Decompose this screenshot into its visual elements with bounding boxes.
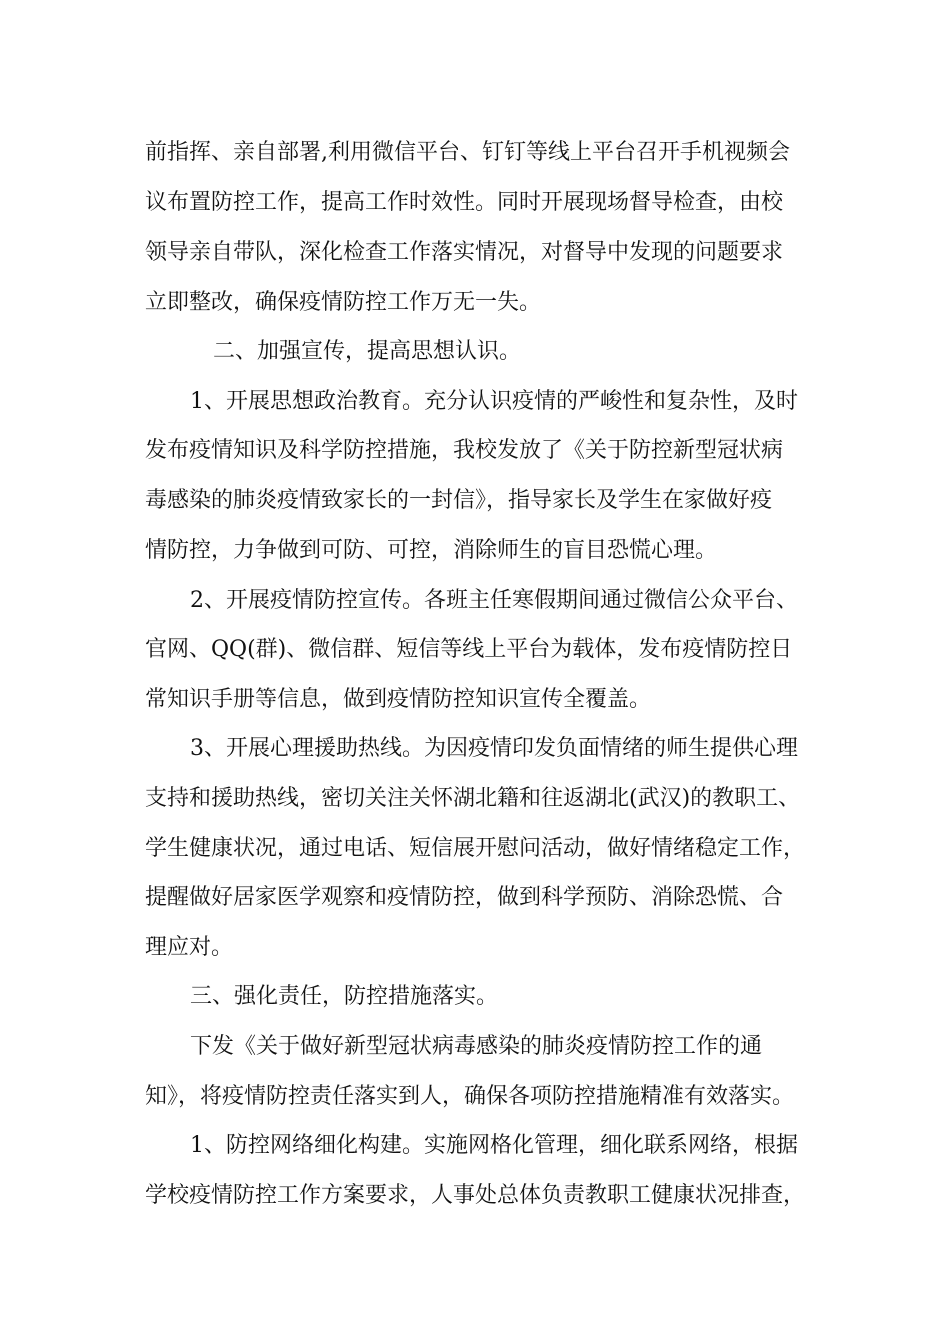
paragraph-first-line: 下发《关于做好新型冠状病毒感染的肺炎疫情防控工作的通 [190,1034,763,1059]
text-line: 情防控，力争做到可防、可控，消除师生的盲目恐慌心理。 [145,538,718,563]
section-heading: 二、加强宣传，提高思想认识。 [213,339,522,364]
text-line: 毒感染的肺炎疫情致家长的一封信》，指导家长及学生在家做好疫 [145,488,773,513]
section-heading: 三、强化责任，防控措施落实。 [190,984,499,1009]
text-line: 领导亲自带队，深化检查工作落实情况，对督导中发现的问题要求 [145,240,784,265]
text-line: 立即整改，确保疫情防控工作万无一失。 [145,290,542,315]
paragraph-first-line: 1、开展思想政治教育。充分认识疫情的严峻性和复杂性，及时 [190,389,798,414]
paragraph-first-line: 2、开展疫情防控宣传。各班主任寒假期间通过微信公众平台、 [190,588,798,613]
text-line: 理应对。 [145,935,234,960]
paragraph-first-line: 1、防控网络细化构建。实施网格化管理，细化联系网络，根据 [190,1133,798,1158]
text-line: 前指挥、亲自部署,利用微信平台、钉钉等线上平台召开手机视频会 [145,140,790,165]
text-line: 发布疫情知识及科学防控措施，我校发放了《关于防控新型冠状病 [145,438,784,463]
text-line: 知》，将疫情防控责任落实到人，确保各项防控措施精准有效落实。 [145,1084,795,1109]
text-line: 支持和援助热线，密切关注关怀湖北籍和往返湖北(武汉)的教职工、 [145,786,801,811]
text-line: 常知识手册等信息，做到疫情防控知识宣传全覆盖。 [145,687,652,712]
text-line: 议布置防控工作，提高工作时效性。同时开展现场督导检查，由校 [145,190,784,215]
text-line: 学校疫情防控工作方案要求，人事处总体负责教职工健康状况排查， [145,1183,806,1208]
text-line: 学生健康状况，通过电话、短信展开慰问活动，做好情绪稳定工作， [145,836,806,861]
text-line: 官网、QQ(群)、微信群、短信等线上平台为载体，发布疫情防控日 [145,637,793,662]
paragraph-first-line: 3、开展心理援助热线。为因疫情印发负面情绪的师生提供心理 [190,736,798,761]
text-line: 提醒做好居家医学观察和疫情防控，做到科学预防、消除恐慌、合 [145,885,784,910]
